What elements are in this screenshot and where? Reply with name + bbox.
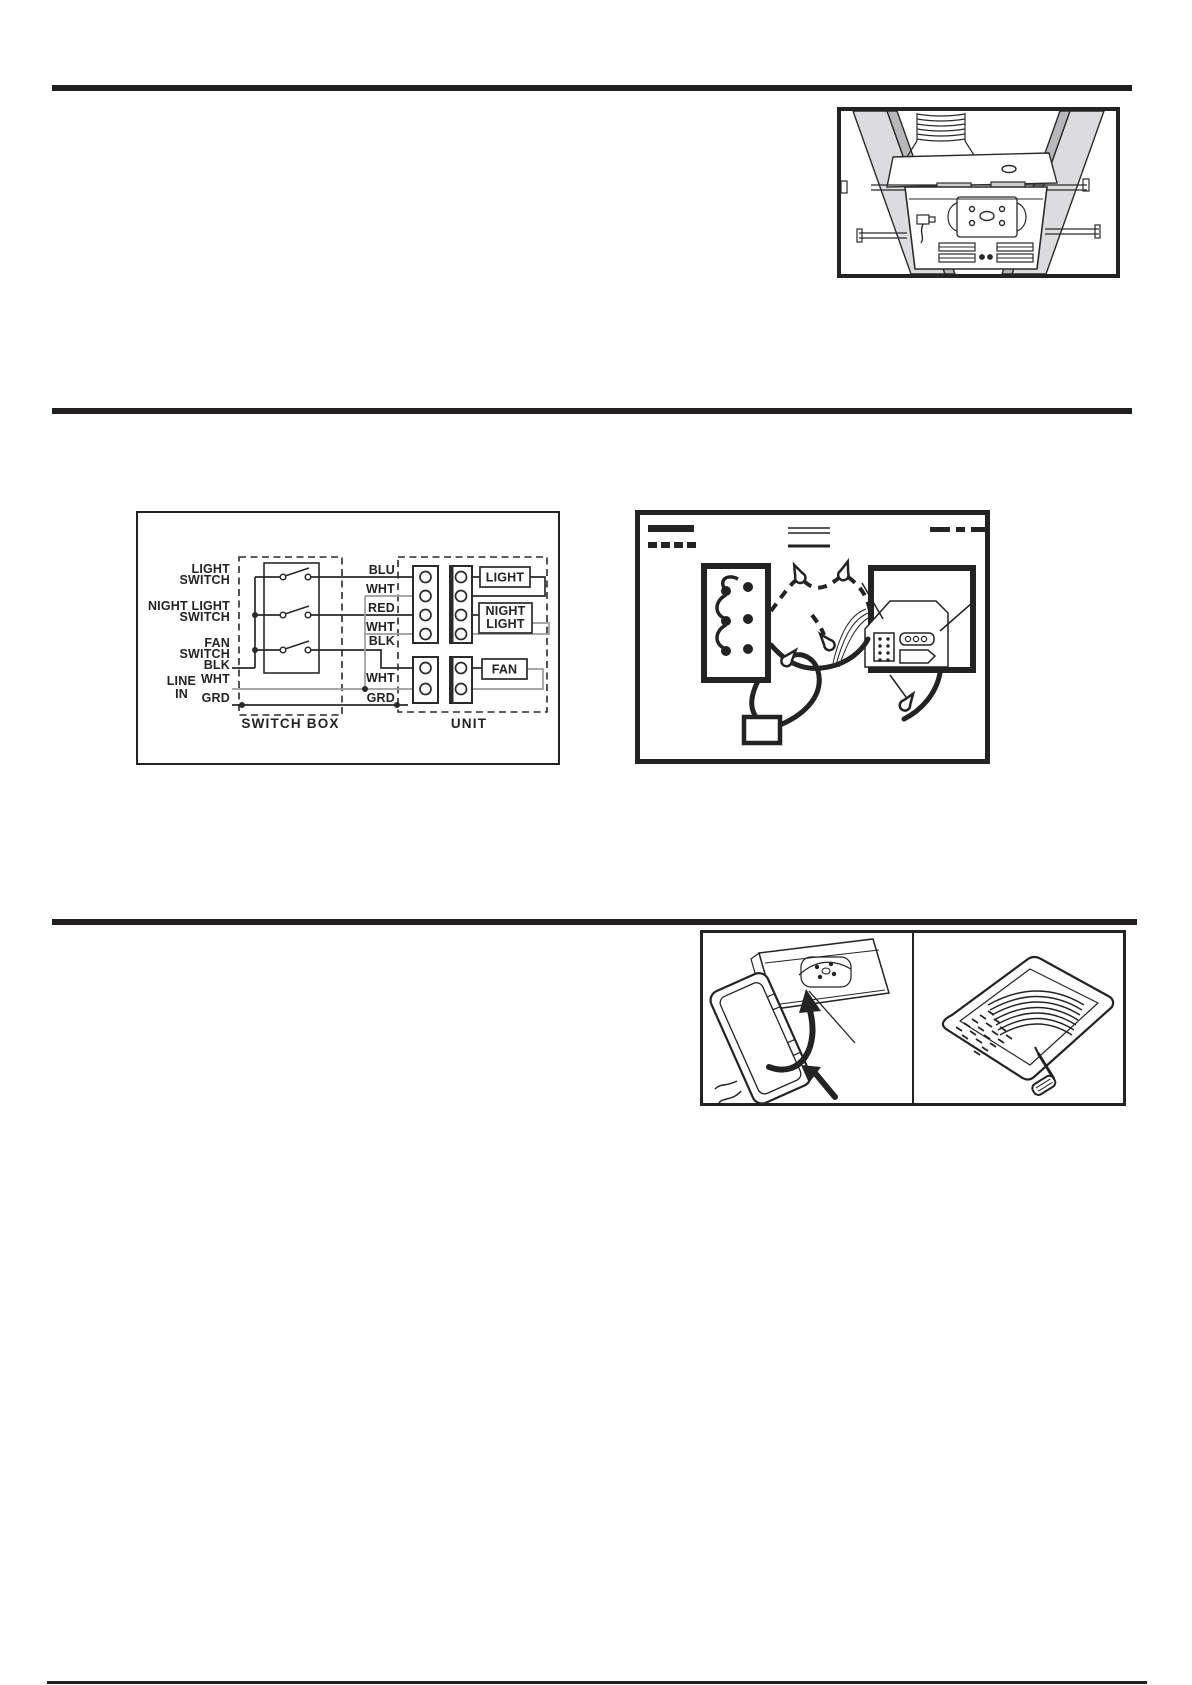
wire-label-wht-1: WHT	[365, 582, 395, 596]
fan-load-label: FAN	[491, 662, 518, 677]
light-load-label: LIGHT	[485, 570, 525, 585]
housing-top-plate	[887, 153, 1057, 187]
connector-pins	[420, 572, 467, 695]
wire-label-blk: BLK	[368, 634, 395, 648]
joist-mounting-figure	[837, 107, 1120, 278]
pictorial-switch-box	[704, 566, 768, 680]
light-switch-label-1: LIGHT	[191, 562, 230, 576]
installed-grille	[943, 957, 1113, 1080]
grille-attach-panel	[703, 933, 912, 1103]
night-light-load-label-1: NIGHT	[485, 604, 526, 618]
line-in-neutral-label: WHT	[200, 672, 230, 686]
wiring-schematic	[138, 513, 558, 763]
section-rule-3	[52, 919, 1137, 925]
switch-symbols	[280, 568, 311, 653]
fan-switch-label-1: FAN	[204, 636, 230, 650]
legend-lines	[788, 528, 830, 546]
wire-label-red: RED	[368, 601, 395, 615]
wire-label-grd: GRD	[366, 691, 395, 705]
unit-section-label: UNIT	[450, 716, 488, 731]
dashed-cables	[771, 577, 870, 635]
grille-wires	[715, 1081, 741, 1103]
wire-label-wht-3: WHT	[365, 671, 395, 685]
fan-switch-label-2: SWITCH	[179, 647, 230, 661]
grille-install-figure	[700, 930, 1126, 1106]
wiring-pictorial-illustration	[640, 515, 985, 759]
night-light-switch-label-2: SWITCH	[179, 610, 230, 624]
line-in-label-1: LINE	[166, 674, 196, 688]
wire-label-blu: BLU	[368, 563, 395, 577]
junction-box	[744, 717, 780, 743]
section-rule-2	[52, 408, 1132, 414]
grille-installed-illustration	[914, 933, 1123, 1103]
wire-label-wht-2: WHT	[365, 620, 395, 634]
joist-mounting-illustration	[841, 111, 1116, 274]
line-in-label-2: IN	[175, 687, 188, 701]
wiring-pictorial-figure	[635, 510, 990, 764]
fan-switch-wire-label: BLK	[203, 658, 230, 672]
night-light-load-label-2: LIGHT	[486, 617, 525, 631]
page-bottom-rule	[47, 1681, 1147, 1684]
switch-box-section-label: SWITCH BOX	[241, 716, 340, 731]
switch-box-terminals	[721, 582, 753, 656]
wiring-schematic-figure	[136, 511, 560, 765]
grille-installed-panel	[914, 933, 1123, 1103]
light-switch-label-2: SWITCH	[179, 573, 230, 587]
straight-arrow	[815, 1073, 835, 1097]
switch-block	[264, 563, 319, 673]
line-in-ground-label: GRD	[201, 691, 230, 705]
fan-housing	[905, 187, 1047, 269]
grille-attach-illustration	[703, 933, 912, 1103]
section-rule-1	[52, 85, 1132, 91]
night-light-switch-label-1: NIGHT LIGHT	[147, 599, 230, 613]
